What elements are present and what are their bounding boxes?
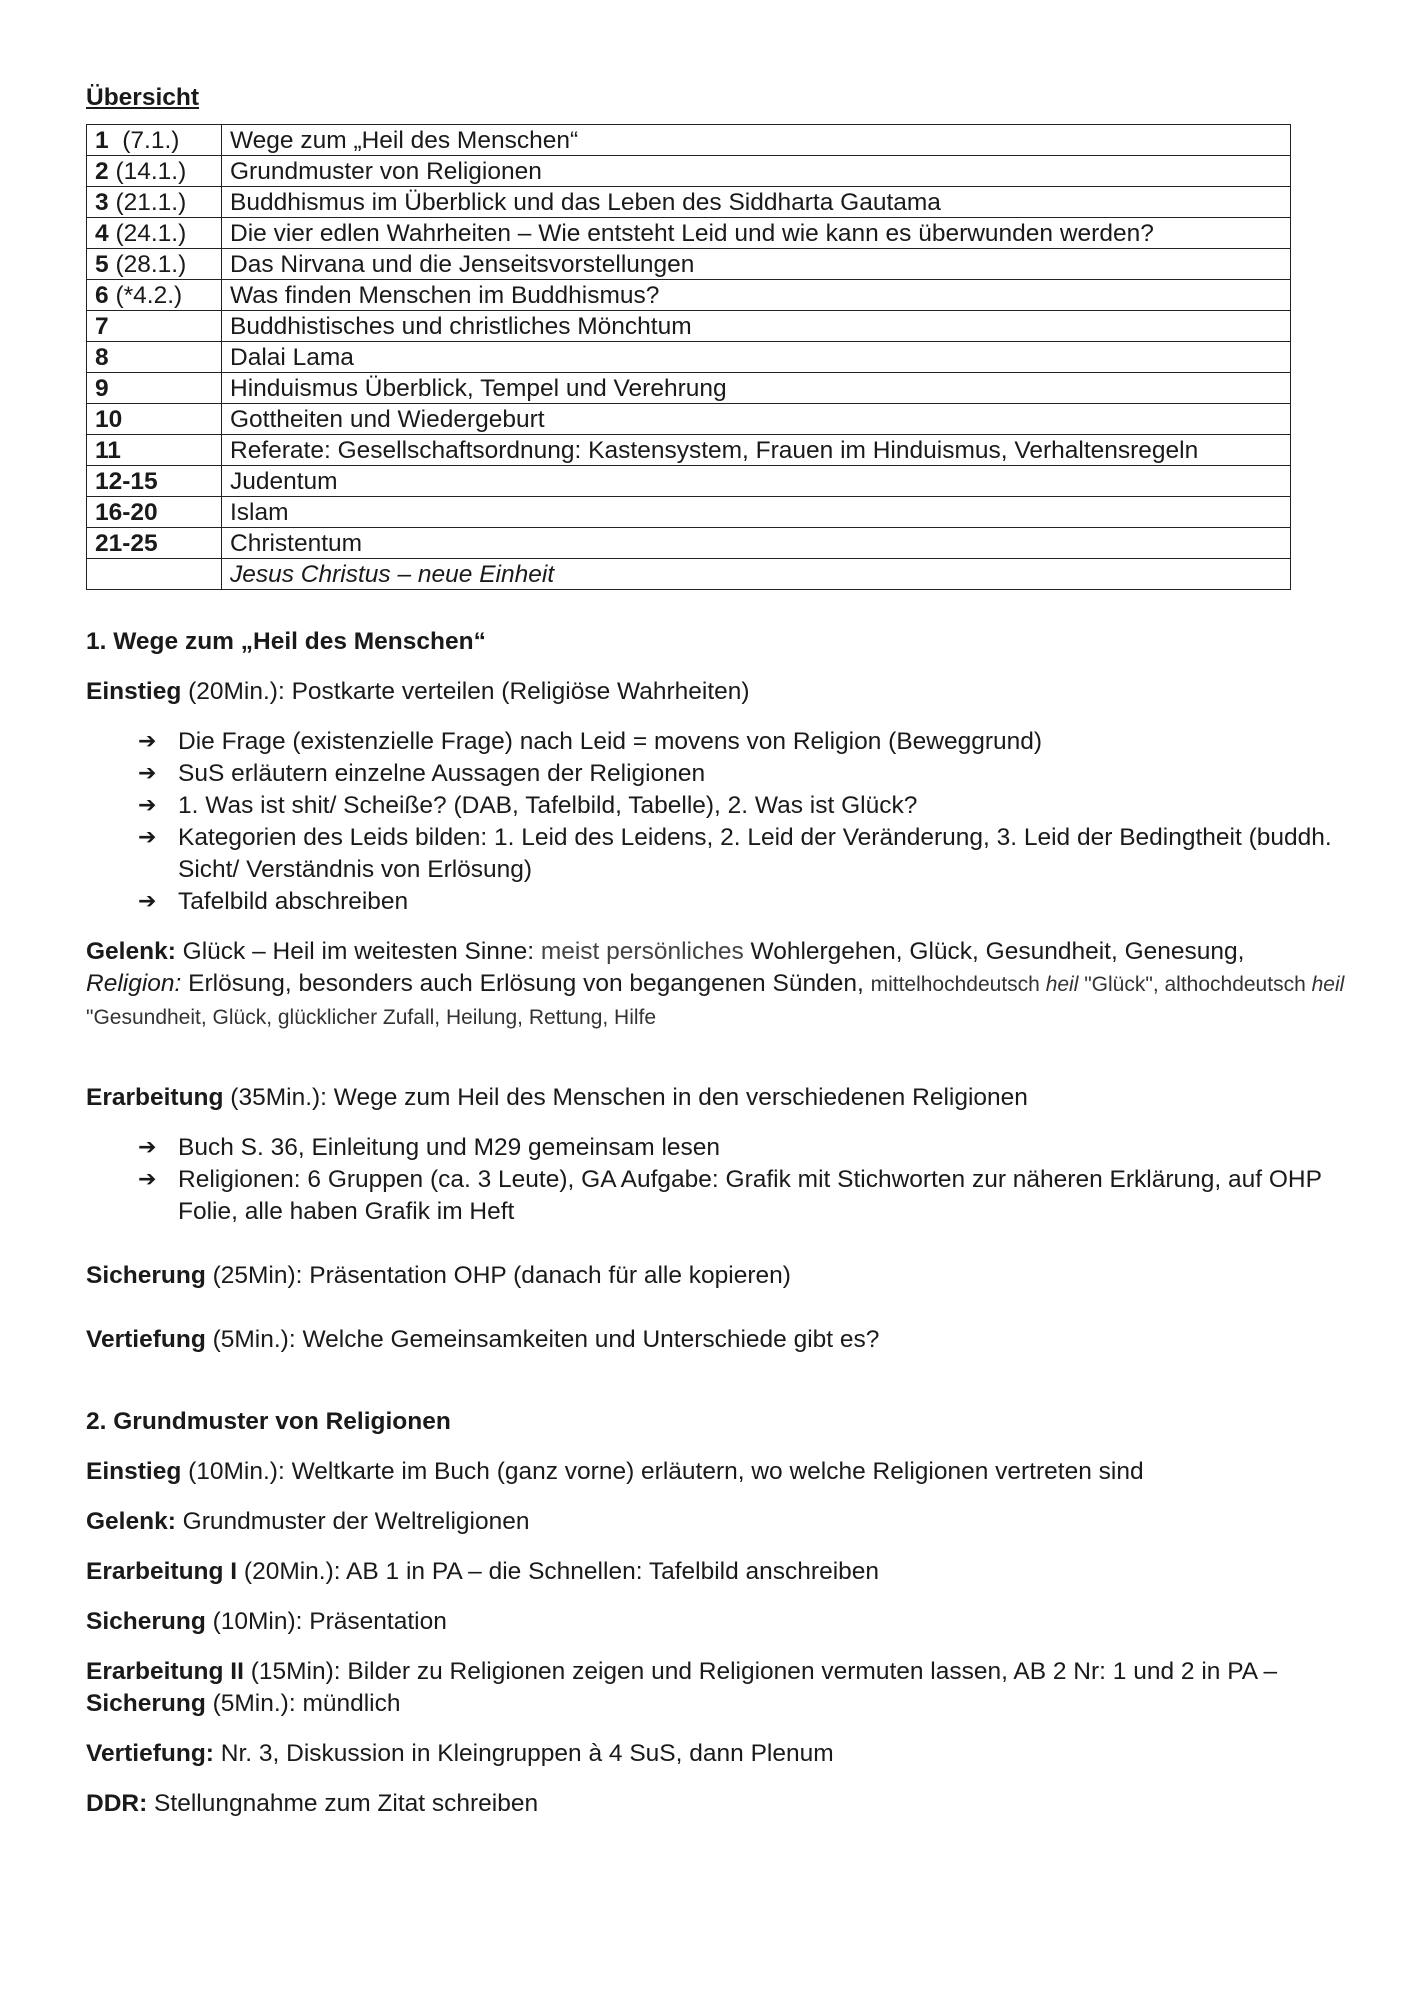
table-row	[87, 125, 1291, 156]
s1-sicherung: Sicherung (25Min): Präsentation OHP (danach für alle kopieren)	[86, 1262, 791, 1289]
row-number: 12-15	[95, 467, 158, 495]
s1-bullets-2	[86, 1132, 1346, 1228]
row-topic: Die vier edlen Wahrheiten – Wie entsteht Leid und wie kann es überwunden werden?	[222, 218, 1291, 249]
s2-sicherung: Sicherung (10Min): Präsentation	[86, 1608, 447, 1635]
table-row	[87, 528, 1291, 559]
row-topic: Referate: Gesellschaftsordnung: Kastensystem, Frauen im Hinduismus, Verhaltensregeln	[222, 435, 1291, 466]
row-number-cell	[87, 528, 222, 559]
table-row	[87, 218, 1291, 249]
row-number: 4	[95, 219, 109, 247]
arrow-icon: ➔	[138, 761, 157, 786]
s1-bullets-1	[86, 726, 1346, 918]
section-1-title: 1. Wege zum „Heil des Menschen“	[86, 628, 486, 655]
list-item: ➔ SuS erläutern einzelne Aussagen der Religionen	[138, 758, 1346, 790]
s2-vertiefung: Vertiefung: Nr. 3, Diskussion in Kleingruppen à 4 SuS, dann Plenum	[86, 1740, 834, 1767]
row-number: 2	[95, 157, 109, 185]
row-number-cell	[87, 435, 222, 466]
document-body	[86, 82, 1346, 1838]
s1-einstieg: Einstieg (20Min.): Postkarte verteilen (Religiöse Wahrheiten)	[86, 678, 750, 705]
row-topic: Gottheiten und Wiedergeburt	[222, 404, 1291, 435]
row-number-cell	[87, 559, 222, 590]
row-number: 8	[95, 343, 109, 371]
row-topic: Grundmuster von Religionen	[222, 156, 1291, 187]
arrow-icon: ➔	[138, 889, 157, 914]
row-topic: Das Nirvana und die Jenseitsvorstellungen	[222, 249, 1291, 280]
s2-gelenk: Gelenk: Grundmuster der Weltreligionen	[86, 1508, 530, 1535]
list-item: ➔ Buch S. 36, Einleitung und M29 gemeinsam lesen	[138, 1132, 1346, 1164]
list-item: ➔ Die Frage (existenzielle Frage) nach Leid = movens von Religion (Beweggrund)	[138, 726, 1346, 758]
row-date: (7.1.)	[108, 126, 180, 154]
s2-erarbeitung-1: Erarbeitung I (20Min.): AB 1 in PA – die Schnellen: Tafelbild anschreiben	[86, 1558, 880, 1585]
arrow-icon: ➔	[138, 729, 157, 754]
arrow-icon: ➔	[138, 793, 157, 818]
section-2-title: 2. Grundmuster von Religionen	[86, 1408, 451, 1435]
row-topic: Islam	[222, 497, 1291, 528]
row-number-cell	[87, 156, 222, 187]
row-topic: Was finden Menschen im Buddhismus?	[222, 280, 1291, 311]
table-row	[87, 249, 1291, 280]
row-number-cell	[87, 404, 222, 435]
row-number: 3	[95, 188, 109, 216]
table-row	[87, 373, 1291, 404]
table-row	[87, 187, 1291, 218]
row-number: 9	[95, 374, 109, 402]
row-number: 7	[95, 312, 109, 340]
table-row	[87, 466, 1291, 497]
row-date: (24.1.)	[108, 219, 187, 247]
table-row	[87, 404, 1291, 435]
row-number: 6	[95, 281, 109, 309]
row-number-cell	[87, 218, 222, 249]
row-date: (21.1.)	[108, 188, 187, 216]
arrow-icon: ➔	[138, 825, 157, 850]
arrow-icon: ➔	[138, 1135, 157, 1160]
list-item: ➔ Religionen: 6 Gruppen (ca. 3 Leute), GA Aufgabe: Grafik mit Stichworten zur näheren Erklärung, auf OHP Folie, alle haben Grafik im Heft	[138, 1166, 1322, 1225]
table-row	[87, 342, 1291, 373]
row-topic: Dalai Lama	[222, 342, 1291, 373]
s2-ddr: DDR: Stellungnahme zum Zitat schreiben	[86, 1790, 539, 1817]
row-topic: Buddhistisches und christliches Mönchtum	[222, 311, 1291, 342]
table-row	[87, 280, 1291, 311]
row-number-cell	[87, 373, 222, 404]
table-row	[87, 497, 1291, 528]
row-number: 16-20	[95, 498, 158, 526]
table-row	[87, 435, 1291, 466]
overview-table	[86, 124, 1291, 590]
s1-gelenk: Gelenk: Glück – Heil im weitesten Sinne: meist persönliches Wohlergehen, Glück, Gesundheit, Genesung, Religion: Erlösung, besonders auch Erlösung von begangenen Sünden, mittelhochdeutsch heil "Glück", althochdeutsch heil "Gesundheit, Glück, glücklicher Zufall, Heilung, Rettung, Hilfe	[86, 938, 1345, 1029]
row-number-cell	[87, 342, 222, 373]
table-row	[87, 156, 1291, 187]
row-number-cell	[87, 497, 222, 528]
s2-erarbeitung-2: Erarbeitung II (15Min): Bilder zu Religionen zeigen und Religionen vermuten lassen, AB 2 Nr: 1 und 2 in PA – Sicherung (5Min.): mündlich	[86, 1658, 1278, 1717]
list-item: ➔ 1. Was ist shit/ Scheiße? (DAB, Tafelbild, Tabelle), 2. Was ist Glück?	[138, 790, 1346, 822]
page-title: Übersicht	[86, 84, 200, 111]
row-number-cell	[87, 125, 222, 156]
row-number: 5	[95, 250, 109, 278]
row-number: 1	[95, 126, 109, 154]
row-number-cell	[87, 311, 222, 342]
s1-vertiefung: Vertiefung (5Min.): Welche Gemeinsamkeiten und Unterschiede gibt es?	[86, 1326, 880, 1353]
row-number-cell	[87, 280, 222, 311]
table-row	[87, 311, 1291, 342]
row-topic: Judentum	[222, 466, 1291, 497]
arrow-icon: ➔	[138, 1167, 157, 1192]
s1-erarbeitung: Erarbeitung (35Min.): Wege zum Heil des Menschen in den verschiedenen Religionen	[86, 1084, 1028, 1111]
row-number-cell	[87, 249, 222, 280]
row-date: (14.1.)	[108, 157, 187, 185]
row-number: 10	[95, 405, 123, 433]
row-date: (28.1.)	[108, 250, 187, 278]
list-item: ➔ Tafelbild abschreiben	[138, 886, 1346, 918]
s2-einstieg: Einstieg (10Min.): Weltkarte im Buch (ganz vorne) erläutern, wo welche Religionen vertreten sind	[86, 1458, 1144, 1485]
table-row	[87, 559, 1291, 590]
row-date: (*4.2.)	[108, 281, 183, 309]
row-topic: Wege zum „Heil des Menschen“	[222, 125, 1291, 156]
row-number: 11	[95, 436, 121, 464]
row-number-cell	[87, 187, 222, 218]
list-item: ➔ Kategorien des Leids bilden: 1. Leid des Leidens, 2. Leid der Veränderung, 3. Leid der Bedingtheit (buddh. Sicht/ Verständnis von Erlösung)	[138, 824, 1332, 883]
row-topic: Hinduismus Überblick, Tempel und Verehrung	[222, 373, 1291, 404]
row-number-cell	[87, 466, 222, 497]
row-number: 21-25	[95, 529, 158, 557]
row-topic: Jesus Christus – neue Einheit	[222, 559, 1291, 590]
row-topic: Buddhismus im Überblick und das Leben des Siddharta Gautama	[222, 187, 1291, 218]
row-topic: Christentum	[222, 528, 1291, 559]
